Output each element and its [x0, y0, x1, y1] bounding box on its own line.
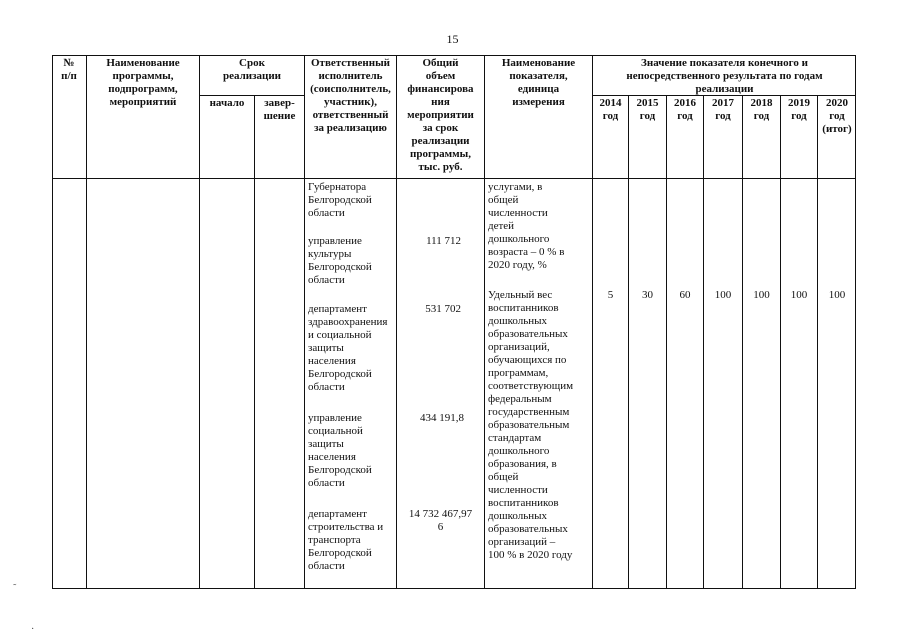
header-volume: Общий объем финансирова ния мероприятии за срок реализации программы, тыс. руб. [407, 57, 474, 173]
year-value-2015: 30 [642, 289, 653, 301]
year-value-2020: 100 [828, 289, 846, 301]
header-year-2015: 2015 год [636, 97, 659, 122]
header-year-2020: 2020 год (итог) [822, 97, 852, 135]
header-number: № п/п [61, 57, 77, 82]
year-value-2016: 60 [679, 289, 691, 301]
header-year-2018: 2018 год [750, 97, 773, 122]
year-value-2017: 100 [714, 289, 732, 301]
executor-name: управление культуры Белгородской области [308, 235, 372, 286]
program-table [52, 55, 856, 589]
header-program-name: Наименование программы, подпрограмм, мероприятий [106, 57, 180, 108]
page-number: 15 [446, 32, 459, 46]
executor-name: Губернатора Белгородской области [308, 181, 372, 219]
header-indicator: Наименование показателя, единица измерения [501, 57, 576, 108]
year-value-2019: 100 [790, 289, 808, 301]
executor-amount: 531 702 [425, 303, 461, 315]
indicator-text: Удельный вес воспитанников дошкольных образовательных организаций, обучающихся по программам, соответствующим федеральным государственным образовательным стандартам дошкольного образования, в общей численности воспитанников дошкольных образовательных организаций – 100 % в 2020 году [488, 289, 574, 561]
header-year-2016: 2016 год [674, 97, 696, 122]
executor-amount: 434 191,8 [420, 412, 464, 424]
scan-speck: ˜ [13, 583, 17, 594]
executor-amount: 14 732 467,97 6 [408, 508, 473, 533]
executor-name: управление социальной защиты населения Белгородской области [308, 412, 372, 489]
executor-name: департамент здравоохранения и социальной защиты населения Белгородской области [308, 303, 388, 393]
year-value-2014: 5 [607, 289, 614, 301]
header-year-2014: 2014 год [599, 97, 622, 122]
header-term-start: начало [209, 97, 245, 109]
header-executor: Ответственный исполнитель (соисполнитель, участник), ответственный за реализацию [310, 57, 391, 134]
year-value-2018: 100 [753, 289, 770, 301]
header-values: Значение показателя конечного и непосредственного результата по годам реализации [626, 57, 823, 95]
header-year-2017: 2017 год [712, 97, 734, 122]
executor-amount: 111 712 [426, 235, 461, 247]
header-year-2019: 2019 год [788, 97, 810, 122]
header-term: Срок реализации [222, 57, 282, 82]
header-term-end: завер- шение [263, 97, 296, 122]
executor-name: департамент строительства и транспорта Белгородской области [308, 508, 384, 572]
scan-speck: · [31, 624, 35, 635]
indicator-text: услугами, в общей численности детей дошкольного возраста – 0 % в 2020 году, % [488, 181, 565, 271]
